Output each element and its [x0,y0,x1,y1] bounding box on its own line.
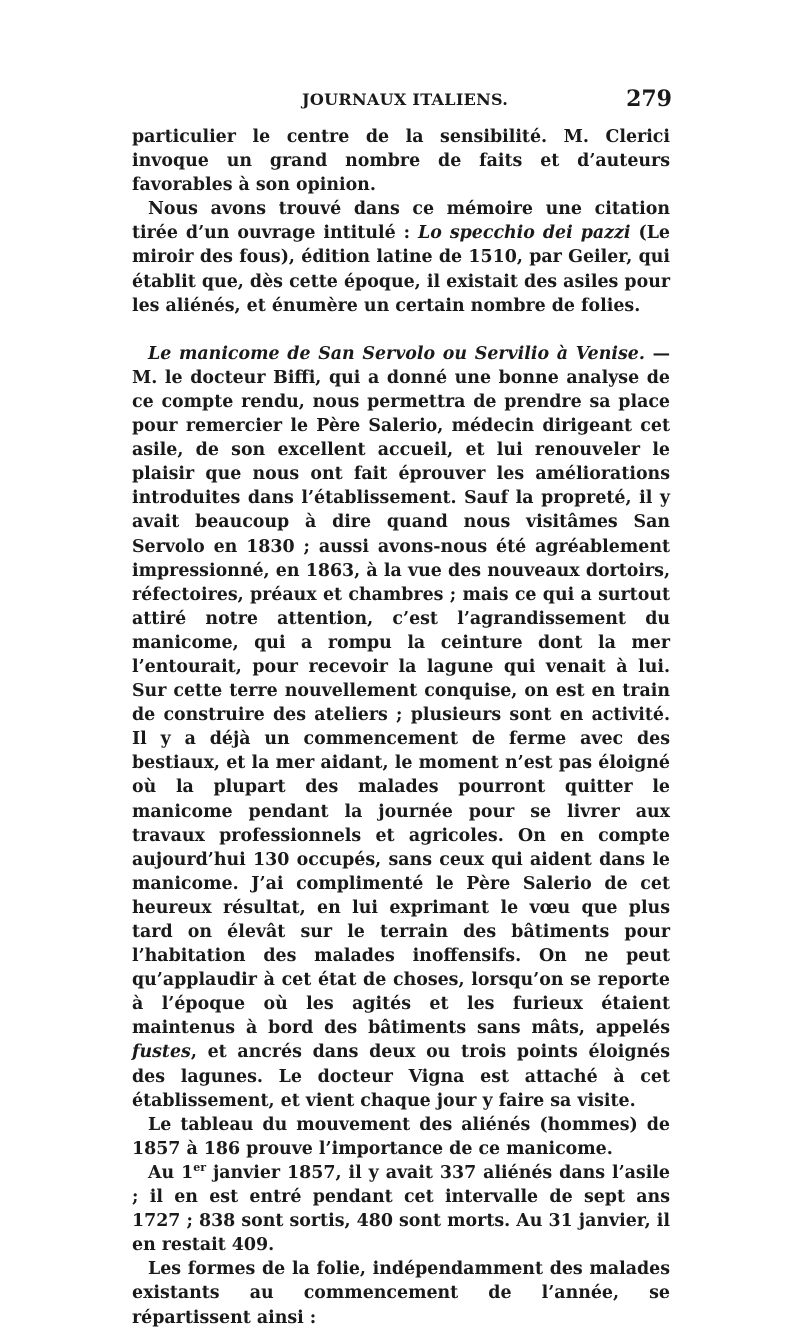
paragraph-4: Le tableau du mouvement des aliénés (hommes) de 1857 à 186 prouve l’importance de ce manicome. [132,1114,670,1159]
paragraph-2: Nous avons trouvé dans ce mémoire une citation tirée d’un ouvrage intitulé : Lo specchio dei pazzi (Le miroir des fous), édition latine de 1510, par Geiler, qui établit que, dès cette époque, il existait des asiles pour les aliénés, et énumère un certain nombre de folies. [132,199,670,316]
book-title-italic: Lo specchio dei pazzi [418,223,631,244]
paragraph-3: Le manicome de San Servolo ou Servilio à Venise. — M. le docteur Biffi, qui a donné une bonne analyse de ce compte rendu, nous permettra de prendre sa place pour remercier le Père Salerio, médecin dirigeant cet asile, de son excellent accueil, et lui renouveler le plaisir que nous ont fait éprouver les améliorations introduites dans l’établissement. Sauf la propreté, il y avait beaucoup à dire quand nous visitâmes San Servolo en 1830 ; aussi avons-nous été agréablement impressionné, en 1863, à la vue des nouveaux dortoirs, réfectoires, préaux et chambres ; mais ce qui a surtout attiré notre attention, c’est l’agrandissement du manicome, qui a rompu la ceinture dont la mer l’entourait, pour recevoir la lagune qui venait à lui. Sur cette terre nouvellement conquise, on est en train de construire des ateliers ; plusieurs sont en activité. Il y a déjà un commencement de ferme avec des bestiaux, et la mer aidant, le moment n’est pas éloigné où la plupart des malades pourront quitter le manicome pendant la journée pour se livrer aux travaux professionnels et agricoles. On en compte aujourd’hui 130 occupés, sans ceux qui aident dans le manicome. J’ai complimenté le Père Salerio de cet heureux résultat, en lui exprimant le vœu que plus tard on élevât sur le terrain des bâtiments pour l’habitation des malades inoffensifs. On ne peut qu’applaudir à cet état de choses, lorsqu’on se reporte à l’époque où les agités et les furieux étaient maintenus à bord des bâtiments sans mâts, appelés fustes, et ancrés dans deux ou trois points éloignés des lagunes. Le docteur Vigna est attaché à cet établissement, et vient chaque jour y faire sa visite. [132,343,670,1111]
page-header [132,88,672,118]
running-title: JOURNAUX ITALIENS. [302,90,509,109]
paragraph-5: Au 1er janvier 1857, il y avait 337 aliénés dans l’asile ; il en est entré pendant cet intervalle de sept ans 1727 ; 838 sont sortis, 480 sont morts. Au 31 janvier, il en restait 409. [132,1161,670,1256]
paragraph-6: Les formes de la folie, indépendamment des malades existants au commencement de l’année, se répartissent ainsi : [132,1259,670,1328]
section-heading: Le manicome de San Servolo ou Servilio à Venise. [148,343,645,364]
page-number: 279 [626,86,672,112]
paragraph-1: particulier le centre de la sensibilité. M. Clerici invoque un grand nombre de faits et d’auteurs favorables à son opinion. [132,127,670,196]
term-italic: fustes [132,1042,191,1063]
body-text [132,125,670,1330]
